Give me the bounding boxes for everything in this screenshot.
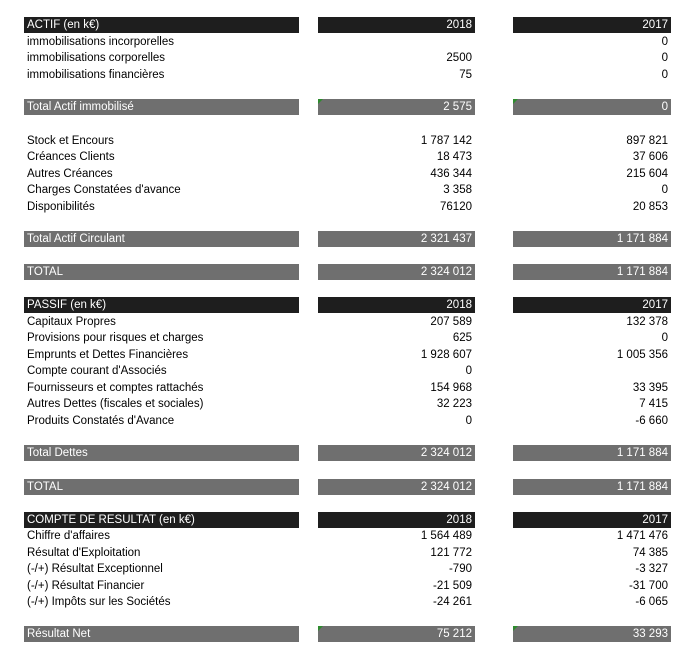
row-label: immobilisations corporelles	[27, 52, 166, 64]
total-label: Total Actif immobilisé	[24, 99, 299, 115]
row-value-2017: 897 821	[626, 135, 668, 147]
total-value-2017: 1 171 884	[513, 479, 671, 495]
table-row	[0, 34, 700, 50]
row-value-2017: 20 853	[632, 201, 668, 213]
row-value-2017: -3 327	[635, 563, 668, 575]
row-value-2018: -790	[448, 563, 472, 575]
total-passif-row	[0, 479, 700, 495]
table-row	[0, 50, 700, 66]
row-label: (-/+) Résultat Financier	[27, 580, 145, 592]
row-value-2017: 0	[661, 69, 668, 81]
passif-header-2017: 2017	[513, 297, 671, 313]
total-value-2018: 2 321 437	[318, 231, 475, 247]
total-value-2017: 1 171 884	[513, 264, 671, 280]
row-value-2017: 0	[661, 52, 668, 64]
table-row	[0, 528, 700, 544]
row-value-2017: 0	[661, 184, 668, 196]
row-value-2017: 1 005 356	[616, 349, 668, 361]
row-value-2017: 33 395	[632, 382, 668, 394]
table-row	[0, 149, 700, 165]
total-label: TOTAL	[24, 479, 299, 495]
total-actif-circulant-row	[0, 231, 700, 247]
table-row	[0, 413, 700, 429]
total-value-2017: 1 171 884	[513, 445, 671, 461]
row-value-2017: -31 700	[628, 580, 668, 592]
total-actif-row	[0, 264, 700, 280]
row-value-2018: 1 787 142	[420, 135, 472, 147]
table-row	[0, 594, 700, 610]
row-label: Disponibilités	[27, 201, 95, 213]
total-value-2018: 2 324 012	[318, 445, 475, 461]
row-label: Compte courant d'Associés	[27, 365, 167, 377]
table-row	[0, 199, 700, 215]
total-value-2017: 33 293	[513, 626, 671, 642]
table-row	[0, 330, 700, 346]
row-value-2018: 1 928 607	[420, 349, 472, 361]
row-value-2017: 7 415	[639, 398, 668, 410]
total-label: Résultat Net	[24, 626, 299, 642]
table-row	[0, 314, 700, 330]
row-value-2018: 32 223	[436, 398, 472, 410]
row-value-2018	[318, 34, 475, 50]
total-actif-immobilise-row	[0, 99, 700, 115]
row-value-2018: -24 261	[432, 596, 472, 608]
row-value-2018: 2500	[446, 52, 472, 64]
passif-header-row	[0, 297, 700, 313]
table-row	[0, 545, 700, 561]
passif-header-label: PASSIF (en k€)	[24, 297, 299, 313]
row-value-2017: -6 065	[635, 596, 668, 608]
row-value-2018: 1 564 489	[420, 530, 472, 542]
table-row	[0, 363, 700, 379]
row-value-2017: 74 385	[632, 547, 668, 559]
row-value-2018: 75	[459, 69, 472, 81]
row-value-2017: 1 471 476	[616, 530, 668, 542]
total-value-2017: 0	[513, 99, 671, 115]
row-label: Provisions pour risques et charges	[27, 332, 204, 344]
actif-header-2018: 2018	[318, 17, 475, 33]
total-label: Total Actif Circulant	[24, 231, 299, 247]
row-value-2018: 3 358	[443, 184, 472, 196]
resultat-header-label: COMPTE DE RESULTAT (en k€)	[24, 512, 299, 528]
total-label: TOTAL	[24, 264, 299, 280]
row-value-2018: 0	[465, 365, 472, 377]
total-label: Total Dettes	[24, 445, 299, 461]
row-label: Fournisseurs et comptes rattachés	[27, 382, 204, 394]
resultat-net-row	[0, 626, 700, 642]
row-value-2018: 0	[465, 415, 472, 427]
row-label: Autres Dettes (fiscales et sociales)	[27, 398, 204, 410]
row-value-2018: -21 509	[432, 580, 472, 592]
passif-header-2018: 2018	[318, 297, 475, 313]
row-label: Emprunts et Dettes Financières	[27, 349, 189, 361]
table-row	[0, 166, 700, 182]
row-label: Résultat d'Exploitation	[27, 547, 141, 559]
row-label: Créances Clients	[27, 151, 115, 163]
table-row	[0, 380, 700, 396]
resultat-header-row	[0, 512, 700, 528]
row-label: Chiffre d'affaires	[27, 530, 110, 542]
row-label: Charges Constatées d'avance	[27, 184, 181, 196]
row-label: immobilisations incorporelles	[27, 36, 175, 48]
total-value-2018: 2 324 012	[318, 479, 475, 495]
table-row	[0, 133, 700, 149]
table-row	[0, 347, 700, 363]
row-label: Capitaux Propres	[27, 316, 116, 328]
total-dettes-row	[0, 445, 700, 461]
total-value-2018: 75 212	[318, 626, 475, 642]
table-row	[0, 182, 700, 198]
row-value-2017: 0	[661, 332, 668, 344]
row-label: immobilisations financières	[27, 69, 165, 81]
row-value-2018: 76120	[440, 201, 472, 213]
total-value-2017: 1 171 884	[513, 231, 671, 247]
row-value-2017	[513, 363, 671, 379]
row-value-2018: 625	[452, 332, 472, 344]
actif-header-label: ACTIF (en k€)	[24, 17, 299, 33]
row-label: (-/+) Impôts sur les Sociétés	[27, 596, 171, 608]
total-value-2018: 2 324 012	[318, 264, 475, 280]
actif-header-row	[0, 17, 700, 33]
row-label: (-/+) Résultat Exceptionnel	[27, 563, 163, 575]
row-value-2017: 37 606	[632, 151, 668, 163]
row-value-2018: 121 772	[430, 547, 472, 559]
resultat-header-2018: 2018	[318, 512, 475, 528]
table-row	[0, 67, 700, 83]
row-label: Produits Constatés d'Avance	[27, 415, 175, 427]
row-value-2018: 436 344	[430, 168, 472, 180]
row-value-2017: 215 604	[626, 168, 668, 180]
row-value-2018: 207 589	[430, 316, 472, 328]
row-value-2017: 0	[661, 36, 668, 48]
table-row	[0, 561, 700, 577]
row-label: Stock et Encours	[27, 135, 114, 147]
table-row	[0, 578, 700, 594]
row-value-2017: 132 378	[626, 316, 668, 328]
actif-header-2017: 2017	[513, 17, 671, 33]
row-label: Autres Créances	[27, 168, 113, 180]
row-value-2018: 18 473	[436, 151, 472, 163]
total-value-2018: 2 575	[318, 99, 475, 115]
row-value-2018: 154 968	[430, 382, 472, 394]
resultat-header-2017: 2017	[513, 512, 671, 528]
table-row	[0, 396, 700, 412]
row-value-2017: -6 660	[635, 415, 668, 427]
